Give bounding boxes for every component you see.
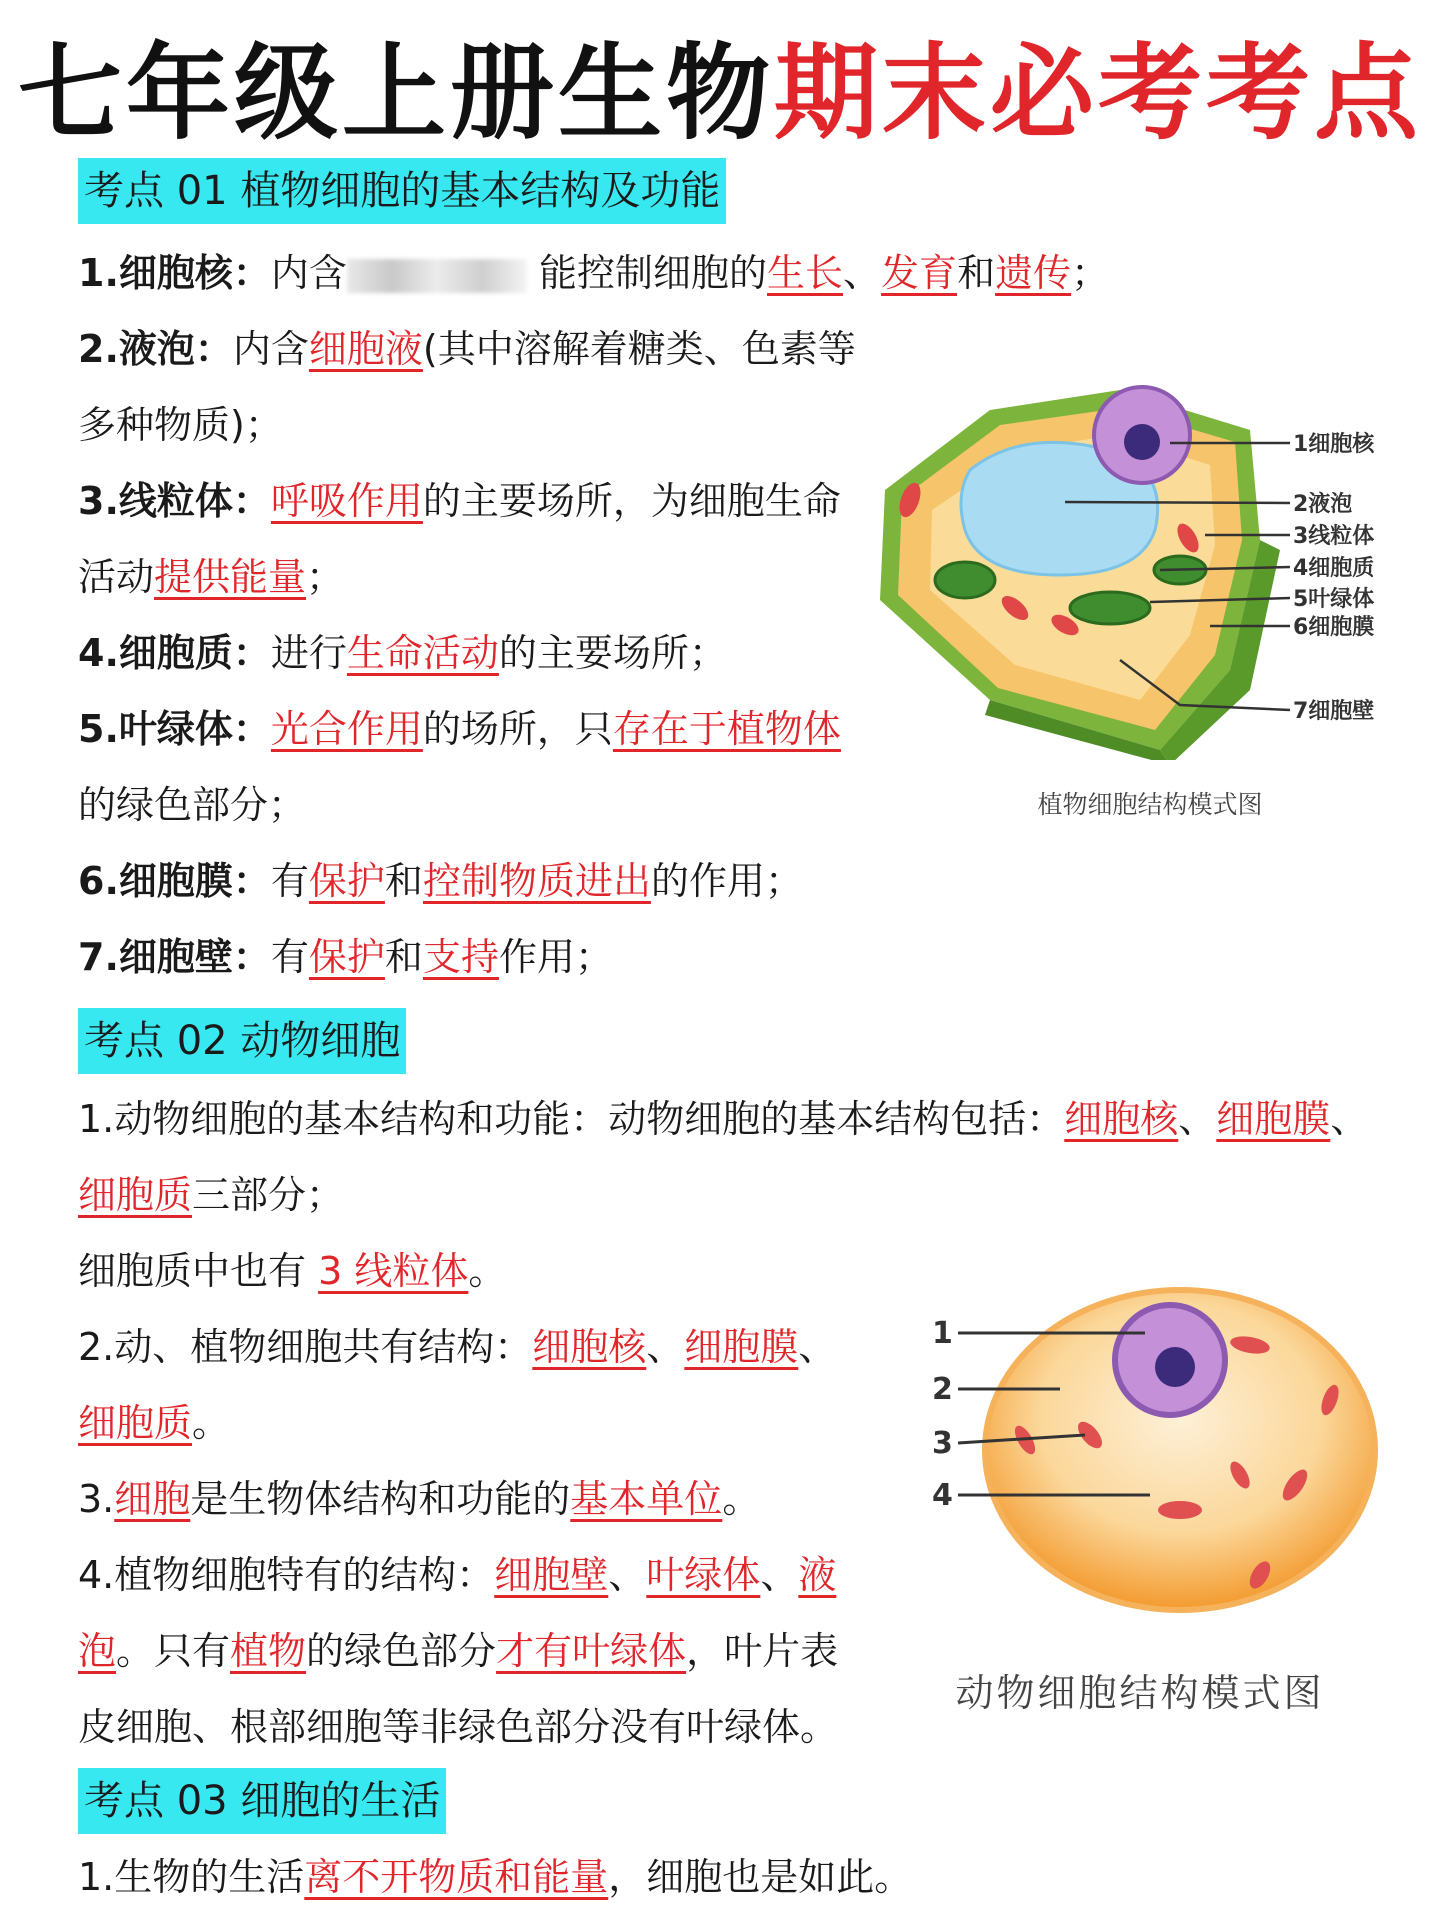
section-header-03: 考点 03 细胞的生活 — [78, 1768, 446, 1834]
s1-line-vacuole-cont: 多种物质)； — [78, 403, 283, 447]
s1-line-mitochondria: 3.线粒体：呼吸作用的主要场所，为细胞生命 — [78, 479, 841, 523]
s1-line-chloroplast-cont: 的绿色部分； — [78, 783, 307, 827]
plant-label-2: 2液泡 — [1293, 492, 1353, 517]
chloroplast-shape — [935, 562, 995, 598]
s1-line-vacuole: 2.液泡：内含细胞液(其中溶解着糖类、色素等 — [78, 327, 856, 371]
plant-label-7: 7细胞壁 — [1293, 699, 1375, 724]
plant-label-5: 5叶绿体 — [1293, 587, 1375, 612]
plant-label-4: 4细胞质 — [1293, 556, 1375, 581]
s2-line-2b: 细胞质。 — [78, 1401, 231, 1445]
title-part-red: 期末必考考点 — [774, 32, 1423, 154]
title-part-black: 七年级上册生物 — [17, 32, 774, 154]
page-title — [0, 28, 1440, 158]
s2-line-4c: 皮细胞、根部细胞等非绿色部分没有叶绿体。 — [78, 1705, 839, 1749]
plant-figure-caption: 植物细胞结构模式图 — [1037, 790, 1263, 819]
plant-label-6: 6细胞膜 — [1293, 615, 1375, 640]
plant-label-3: 3线粒体 — [1293, 524, 1375, 549]
animal-label-3: 3 — [932, 1426, 953, 1461]
section-header-02: 考点 02 动物细胞 — [78, 1008, 406, 1074]
s1-line-chloroplast: 5.叶绿体：光合作用的场所，只存在于植物体 — [78, 707, 841, 751]
s2-line-1c: 细胞质中也有 3 线粒体。 — [78, 1249, 507, 1293]
s1-line-membrane: 6.细胞膜：有保护和控制物质进出的作用； — [78, 859, 803, 903]
plant-cell-diagram — [870, 370, 1420, 760]
s2-line-1b: 细胞质三部分； — [78, 1173, 345, 1217]
s2-line-3: 3.细胞是生物体结构和功能的基本单位。 — [78, 1477, 761, 1521]
animal-label-1: 1 — [932, 1316, 953, 1351]
s1-line-cytoplasm: 4.细胞质：进行生命活动的主要场所； — [78, 631, 727, 675]
animal-cell-diagram — [930, 1285, 1380, 1615]
section-header-01: 考点 01 植物细胞的基本结构及功能 — [78, 158, 726, 224]
plant-label-1: 1细胞核 — [1293, 432, 1375, 457]
animal-label-2: 2 — [932, 1372, 953, 1407]
blurred-text — [347, 259, 527, 293]
animal-label-4: 4 — [932, 1478, 953, 1513]
s3-line-1: 1.生物的生活离不开物质和能量，细胞也是如此。 — [78, 1855, 913, 1899]
s1-line-cell-wall: 7.细胞壁：有保护和支持作用； — [78, 935, 613, 979]
s2-line-1: 1.动物细胞的基本结构和功能：动物细胞的基本结构包括：细胞核、细胞膜、 — [78, 1097, 1369, 1141]
s2-line-4b: 泡。只有植物的绿色部分才有叶绿体，叶片表 — [78, 1629, 839, 1673]
s2-line-2: 2.动、植物细胞共有结构：细胞核、细胞膜、 — [78, 1325, 837, 1369]
s1-line-mitochondria-cont: 活动提供能量； — [78, 555, 345, 599]
animal-figure-caption: 动物细胞结构模式图 — [955, 1671, 1325, 1715]
s2-line-4: 4.植物细胞特有的结构：细胞壁、叶绿体、液 — [78, 1553, 837, 1597]
s1-line-nucleus: 1.细胞核：内含 能控制细胞的生长、发育和遗传； — [78, 251, 1110, 295]
